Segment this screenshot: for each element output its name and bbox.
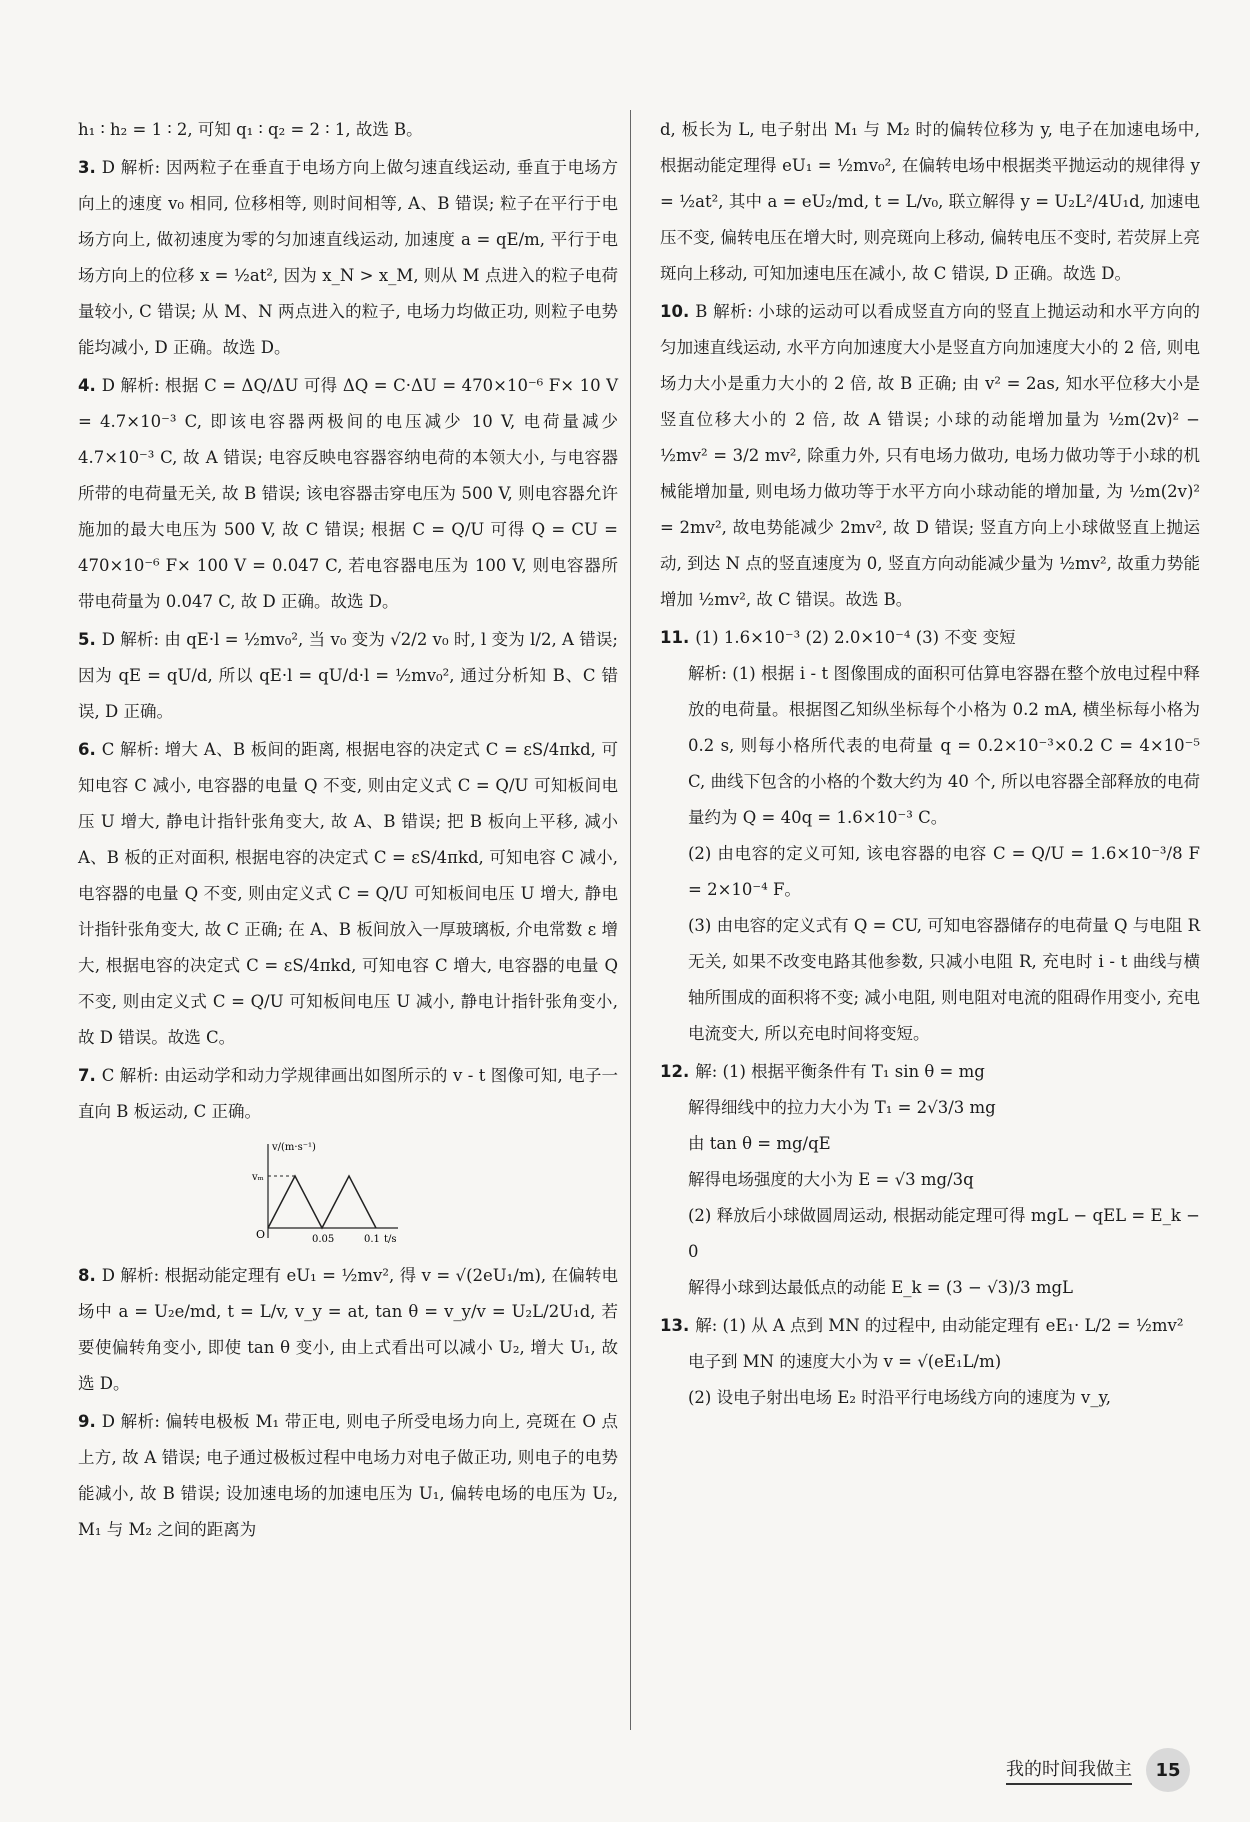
graph-vm-label: vₘ [252,1172,264,1183]
question-number: 4. [78,376,96,395]
answer-item [660,1054,1200,1306]
answer-text: C 解析: 增大 A、B 板间的距离, 根据电容的决定式 C = εS/4πkd, 可知电容 C 减小, 电容器的电量 Q 不变, 则由定义式 C = Q/U 可知板间电压 U 增大, 静电计指针张角变大, 故 A、B 错误; 把 B 板向上平移, 减小 A、B 板的正对面积, 根据电容的决定式 C = εS/4πkd, 可知电容 C 减小, 电容器的电量 Q 不变, 则由定义式 C = Q/U 可知板间电压 U 增大, 静电计指针张角变大, 故 C 正确; 在 A、B 板间放入一厚玻璃板, 介电常数 ε 增大, 根据电容的决定式 C = εS/4πkd, 可知电容 C 增大, 电容器的电量 Q 不变, 则由定义式 C = Q/U 可知板间电压 U 减小, 静电计指针张角变小, 故 D 错误。故选 C。 [78,740,618,1047]
column-divider [630,110,631,1730]
graph-ylabel: v/(m·s⁻¹) [272,1142,316,1153]
question-number: 13. [660,1316,690,1335]
question-number: 10. [660,302,690,321]
answer-item [78,150,618,366]
footer-slogan: 我的时间我做主 [1006,1755,1132,1785]
answer-subline: (2) 释放后小球做圆周运动, 根据动能定理可得 mgL − qEL = E_k − 0 [688,1206,1200,1261]
vt-curve [268,1176,376,1228]
question-number: 3. [78,158,96,177]
answer-text: D 解析: 由 qE·l = ½mv₀², 当 v₀ 变为 √2/2 v₀ 时, l 变为 l/2, A 错误; 因为 qE = qU/d, 所以 qE·l = qU/d·l = ½mv₀², 通过分析知 B、C 错误, D 正确。 [78,630,618,721]
answer-text: (1) 1.6×10⁻³ (2) 2.0×10⁻⁴ (3) 不变 变短 [695,628,1016,647]
answer-item [660,620,1200,1052]
right-column [660,112,1200,1418]
question-number: 9. [78,1412,96,1431]
answer-item [78,368,618,620]
answer-subline: 解得细线中的拉力大小为 T₁ = 2√3/3 mg [688,1098,996,1117]
answer-item [660,112,1200,292]
answer-text: D 解析: 偏转电极板 M₁ 带正电, 则电子所受电场力向上, 亮斑在 O 点上方, 故 A 错误; 电子通过极板过程中电场力对电子做正功, 则电子的电势能减小, 故 B 错误; 设加速电场的加速电压为 U₁, 偏转电场的电压为 U₂, M₁ 与 M₂ 之间的距离为 [78,1412,618,1539]
answer-text: d, 板长为 L, 电子射出 M₁ 与 M₂ 时的偏转位移为 y, 电子在加速电场中, 根据动能定理得 eU₁ = ½mv₀², 在偏转电场中根据类平抛运动的规律得 y = ½at², 其中 a = eU₂/md, t = L/v₀, 联立解得 y = U₂L²/4U₁d, 加速电压不变, 偏转电压在增大时, 则亮斑向上移动, 偏转电压不变时, 若荧屏上亮斑向上移动, 可知加速电压在减小, 故 C 错误, D 正确。故选 D。 [660,120,1200,283]
answer-text: C 解析: 由运动学和动力学规律画出如图所示的 v - t 图像可知, 电子一直向 B 板运动, C 正确。 [78,1066,618,1121]
answer-text: D 解析: 根据 C = ΔQ/ΔU 可得 ΔQ = C·ΔU = 470×10⁻⁶ F× 10 V = 4.7×10⁻³ C, 即该电容器两极间的电压减少 10 V, 电荷量减少 4.7×10⁻³ C, 故 A 错误; 电容反映电容器容纳电荷的本领大小, 与电容器所带的电荷量无关, 故 B 错误; 该电容器击穿电压为 500 V, 则电容器允许施加的最大电压为 500 V, 故 C 错误; 根据 C = Q/U 可得 Q = CU = 470×10⁻⁶ F× 100 V = 0.047 C, 若电容器电压为 100 V, 则电容器所带电荷量为 0.047 C, 故 D 正确。故选 D。 [78,376,618,611]
page-footer [1006,1748,1190,1792]
question-number: 7. [78,1066,96,1085]
answer-item [78,1058,618,1248]
answer-text: D 解析: 因两粒子在垂直于电场方向上做匀速直线运动, 垂直于电场方向上的速度 v₀ 相同, 位移相等, 则时间相等, A、B 错误; 粒子在平行于电场方向上, 做初速度为零的匀加速直线运动, 加速度 a = qE/m, 平行于电场方向上的位移 x = ½at², 因为 x_N > x_M, 则从 M 点进入的粒子电荷量较小, C 错误; 从 M、N 两点进入的粒子, 电场力均做正功, 则粒子电势能均减小, D 正确。故选 D。 [78,158,618,357]
answer-subline: 解得小球到达最低点的动能 E_k = (3 − √3)/3 mgL [688,1278,1074,1297]
answer-subline: 由 tan θ = mg/qE [688,1134,831,1153]
graph-x-tick: 0.05 [312,1234,335,1245]
question-number: 6. [78,740,96,759]
answer-text: D 解析: 根据动能定理有 eU₁ = ½mv², 得 v = √(2eU₁/m), 在偏转电场中 a = U₂e/md, t = L/v, v_y = at, tan θ = v_y/v = U₂L/2U₁d, 若要使偏转角变小, 即使 tan θ 变小, 由上式看出可以减小 U₂, 增大 U₁, 故选 D。 [78,1266,618,1393]
answer-item [78,732,618,1056]
graph-x-tick: 0.1 [364,1234,380,1245]
graph-xlabel: t/s [384,1234,397,1245]
left-column [78,112,618,1550]
answer-text: B 解析: 小球的运动可以看成竖直方向的竖直上抛运动和水平方向的匀加速直线运动, 水平方向加速度大小是竖直方向加速度大小的 2 倍, 则电场力大小是重力大小的 2 倍, 故 B 正确; 由 v² = 2as, 知水平位移大小是竖直位移大小的 2 倍, 故 A 错误; 小球的动能增加量为 ½m(2v)² − ½mv² = 3/2 mv², 除重力外, 只有电场力做功, 电场力做功等于小球的机械能增加量, 则电场力做功等于水平方向小球动能的增加量, 为 ½m(2v)² = 2mv², 故电势能减少 2mv², 故 D 错误; 竖直方向上小球做竖直上抛运动, 到达 N 点的竖直速度为 0, 竖直方向动能减少量为 ½mv², 故重力势能增加 ½mv², 故 C 错误。故选 B。 [660,302,1200,609]
answer-subline: (2) 设电子射出电场 E₂ 时沿平行电场线方向的速度为 v_y, [688,1388,1111,1407]
answer-item [660,294,1200,618]
vt-graph [248,1138,408,1248]
answer-item [660,1308,1200,1416]
answer-text: 解: (1) 根据平衡条件有 T₁ sin θ = mg [695,1062,985,1081]
answer-subline: 解得电场强度的大小为 E = √3 mg/3q [688,1170,974,1189]
answer-subline: 解析: (1) 根据 i - t 图像围成的面积可估算电容器在整个放电过程中释放的电荷量。根据图乙知纵坐标每个小格为 0.2 mA, 横坐标每小格为 0.2 s, 则每小格所代表的电荷量 q = 0.2×10⁻³×0.2 C = 4×10⁻⁵ C, 曲线下包含的小格的个数大约为 40 个, 所以电容器全部释放的电荷量约为 Q = 40q = 1.6×10⁻³ C。 [688,664,1200,827]
page-number: 15 [1146,1748,1190,1792]
question-number: 11. [660,628,690,647]
answer-subline: (2) 由电容的定义可知, 该电容器的电容 C = Q/U = 1.6×10⁻³/8 F = 2×10⁻⁴ F。 [688,844,1200,899]
answer-item [78,1258,618,1402]
question-number: 5. [78,630,96,649]
answer-item [78,1404,618,1548]
answer-subline: 电子到 MN 的速度大小为 v = √(eE₁L/m) [688,1352,1002,1371]
question-number: 12. [660,1062,690,1081]
graph-origin: O [256,1228,266,1241]
answer-item [78,622,618,730]
answer-subline: (3) 由电容的定义式有 Q = CU, 可知电容器储存的电荷量 Q 与电阻 R 无关, 如果不改变电路其他参数, 只减小电阻 R, 充电时 i - t 曲线与横轴所围成的面积将不变; 减小电阻, 则电阻对电流的阻碍作用变小, 充电电流变大, 所以充电时间将变短。 [688,916,1200,1043]
answer-text: 解: (1) 从 A 点到 MN 的过程中, 由动能定理有 eE₁· L/2 = ½mv² [695,1316,1184,1335]
answer-text: h₁ ∶ h₂ = 1 ∶ 2, 可知 q₁ ∶ q₂ = 2 ∶ 1, 故选 B。 [78,120,423,139]
answer-item [78,112,618,148]
question-number: 8. [78,1266,96,1285]
